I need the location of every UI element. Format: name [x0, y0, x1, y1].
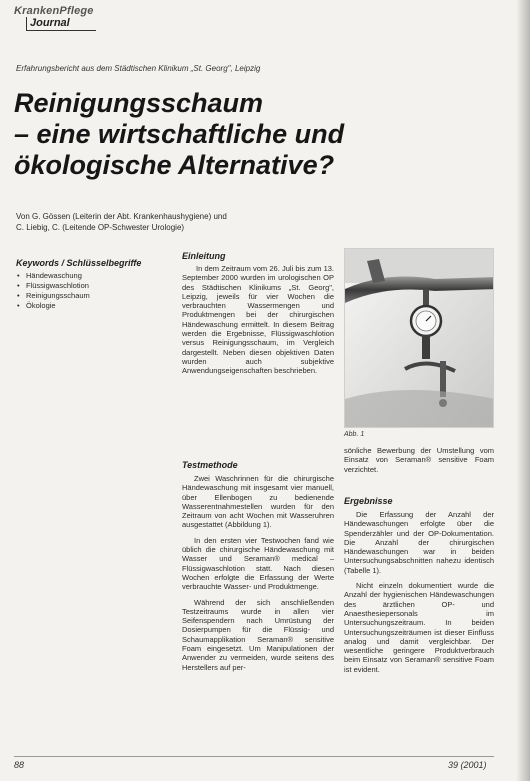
keyword-item: • Reinigungsschaum — [16, 291, 176, 301]
ergebnisse-paragraph-2: Nicht einzeln dokumentiert wurde die Anzahl der hygienischen Händewaschungen des ärztlichen OP- und Anaesthesiepersonals im Untersuchungszeitraum. In beiden Untersuchungszeiträumen ist dieser Einfluss analog und damit vergleichbar. Der wesentliche geringere Produktverbrauch beim Einsatz von Seraman® sensitive Foam ist evident. — [344, 581, 494, 674]
author-line: C. Liebig, C. (Leitende OP-Schwester Urologie) — [16, 223, 185, 232]
figure-photo-faucet — [344, 248, 494, 428]
page-number: 88 — [14, 760, 25, 770]
headline-line: Reinigungsschaum — [14, 88, 264, 118]
keywords-heading: Keywords / Schlüsselbegriffe — [16, 258, 142, 268]
einleitung-text: In dem Zeitraum vom 26. Juli bis zum 13. September 2000 wurden im urologischen OP des Städtischen Klinikums „St. Georg", Leipzig, jeweils für vier Wochen die verbrauchten Wassermengen und Produktmengen bei der chirurgischen Händewaschung ermittelt. In diesem Beitrag werden die Ergebnisse, Flüssigwaschlotion versus Reinigungsschaum, im Vergleich dargestellt. Neben diesen objektiven Daten wurden auch subjektive Anwendungseigenschaften beschrieben. — [182, 264, 334, 376]
testmethode-paragraph-1: Zwei Waschrinnen für die chirurgische Händewaschung mit insgesamt vier manuell, über Ellenbogen zu bedienende Wasserentnahmestellen wurden für den Zeitraum von acht Wochen mit Wasseruhren ausgestattet (Abbildung 1). — [182, 474, 334, 530]
headline-line: ökologische Alternative? — [14, 150, 335, 180]
testmethode-heading: Testmethode — [182, 460, 238, 470]
masthead — [14, 5, 134, 31]
issue-reference: 39 (2001) — [448, 760, 487, 770]
figure-caption: Abb. 1 — [344, 431, 365, 438]
keyword-item: • Ökologie — [16, 301, 176, 311]
section-testmethode — [182, 460, 334, 672]
headline-line: – eine wirtschaftliche und — [14, 119, 345, 149]
keywords-box — [16, 258, 176, 311]
testmethode-continuation: sönliche Bewerbung der Umstellung vom Einsatz von Seraman® sensitive Foam verzichtet. — [344, 446, 494, 474]
section-ergebnisse — [344, 496, 494, 674]
keyword-item: • Flüssigwaschlotion — [16, 281, 176, 291]
testmethode-paragraph-3: Während der sich anschließenden Testzeitraums wurde in allen vier Seifenspendern nach Umrüstung der Dosierpumpen für die Flüssig- und Schaumapplikation Seraman® sensitive Foam eingesetzt. Um Manipulationen der Anwender zu vermeiden, wurde seitens des Herstellers auf per- — [182, 597, 334, 672]
article-kicker: Erfahrungsbericht aus dem Städtischen Klinikum „St. Georg", Leipzig — [16, 64, 261, 73]
author-line: Von G. Gössen (Leiterin der Abt. Krankenhaushygiene) und — [16, 212, 227, 221]
masthead-title: KrankenPflege — [14, 5, 94, 17]
scan-edge-shadow — [516, 0, 530, 781]
ergebnisse-heading: Ergebnisse — [344, 496, 393, 506]
testmethode-paragraph-2: In den ersten vier Testwochen fand wie üblich die chirurgische Händewaschung mit Wasser und Seraman® medical – Flüssigwaschlotion statt. Nach diesen Wochen erfolgte die Erfassung der Werte verbrauchte Wasser- und Produktmenge. — [182, 535, 334, 592]
masthead-subtitle: Journal — [26, 17, 96, 31]
keyword-item: • Händewaschung — [16, 271, 176, 281]
faucet-illustration — [345, 249, 494, 428]
section-einleitung — [182, 251, 334, 376]
keywords-list — [16, 271, 176, 311]
right-column-continuation — [344, 446, 494, 474]
ergebnisse-paragraph-1: Die Erfassung der Anzahl der Händewaschungen erfolgte über die Spenderzähler und der OP-Dokumentation. Die Anzahl der chirurgischen Händewaschungen war in beiden Untersuchungsabschnitten nahezu identisch (Tabelle 1). — [344, 510, 494, 575]
footer-divider — [14, 756, 494, 757]
einleitung-heading: Einleitung — [182, 251, 226, 261]
article-headline — [14, 88, 494, 181]
article-authors — [16, 211, 316, 233]
